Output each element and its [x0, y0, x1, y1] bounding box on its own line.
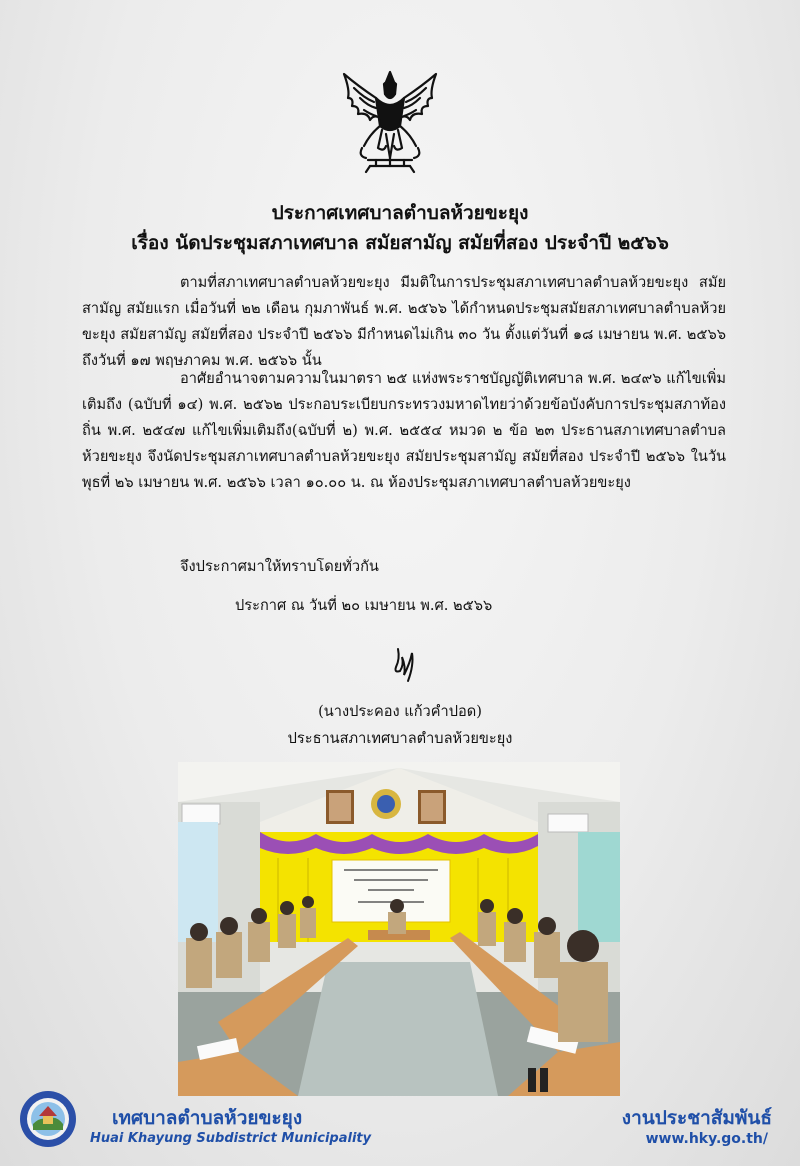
footer-website-link[interactable]: www.hky.go.th/	[645, 1131, 768, 1147]
announcement-title: ประกาศเทศบาลตำบลห้วยขะยุง	[271, 202, 529, 224]
meeting-photo	[178, 762, 620, 1096]
signature	[390, 645, 420, 685]
municipality-logo-icon	[19, 1090, 77, 1148]
paragraph-2: อาศัยอำนาจตามความในมาตรา ๒๕ แห่งพระราชบัญญัติเทศบาล พ.ศ. ๒๔๙๖ แก้ไขเพิ่มเติมถึง (ฉบับที่ ๑๔) พ.ศ. ๒๕๖๒ ประกอบระเบียบกระทรวงมหาดไทยว่าด้วยข้อบังคับการประชุมสภาท้องถิ่น พ.ศ. ๒๕๔๗ แก้ไขเพิ่มเติมถึง(ฉบับที่ ๒) พ.ศ. ๒๕๕๔ หมวด ๒ ข้อ ๒๓ ประธานสภาเทศบาลตำบลห้วยขะยุง จึงนัดประชุมสภาเทศบาลตำบลห้วยขะยุง สมัยประชุมสามัญ สมัยที่สอง ประจำปี ๒๕๖๖ ในวันพุธที่ ๒๖ เมษายน พ.ศ. ๒๕๖๖ เวลา ๑๐.๐๐ น. ณ ห้องประชุมสภาเทศบาลตำบลห้วยขะยุง	[82, 370, 726, 491]
footer-org-thai: เทศบาลตำบลห้วยขะยุง	[112, 1107, 303, 1129]
footer-org-english: Huai Khayung Subdistrict Municipality	[90, 1131, 372, 1146]
closing-statement: จึงประกาศมาให้ทราบโดยทั่วกัน	[180, 558, 379, 575]
signer-name: (นางประคอง แก้วคำปอด)	[318, 703, 482, 720]
garuda-emblem-icon	[340, 68, 440, 176]
footer-department: งานประชาสัมพันธ์	[621, 1107, 772, 1129]
announcement-subject: เรื่อง นัดประชุมสภาเทศบาล สมัยสามัญ สมัยที่สอง ประจำปี ๒๕๖๖	[131, 232, 669, 254]
announcement-date: ประกาศ ณ วันที่ ๒๐ เมษายน พ.ศ. ๒๕๖๖	[235, 597, 493, 614]
signer-title: ประธานสภาเทศบาลตำบลห้วยขะยุง	[287, 730, 513, 747]
paragraph-1: ตามที่สภาเทศบาลตำบลห้วยขะยุง มีมติในการประชุมสภาเทศบาลตำบลห้วยขะยุง สมัยสามัญ สมัยแรก เมื่อวันที่ ๒๒ เดือน กุมภาพันธ์ พ.ศ. ๒๕๖๖ ได้กำหนดประชุมสมัยสภาเทศบาลตำบลห้วยขะยุง สมัยสามัญ สมัยที่สอง ประจำปี ๒๕๖๖ มีกำหนดไม่เกิน ๓๐ วัน ตั้งแต่วันที่ ๑๘ เมษายน พ.ศ. ๒๕๖๖ ถึงวันที่ ๑๗ พฤษภาคม พ.ศ. ๒๕๖๖ นั้น	[82, 274, 726, 369]
